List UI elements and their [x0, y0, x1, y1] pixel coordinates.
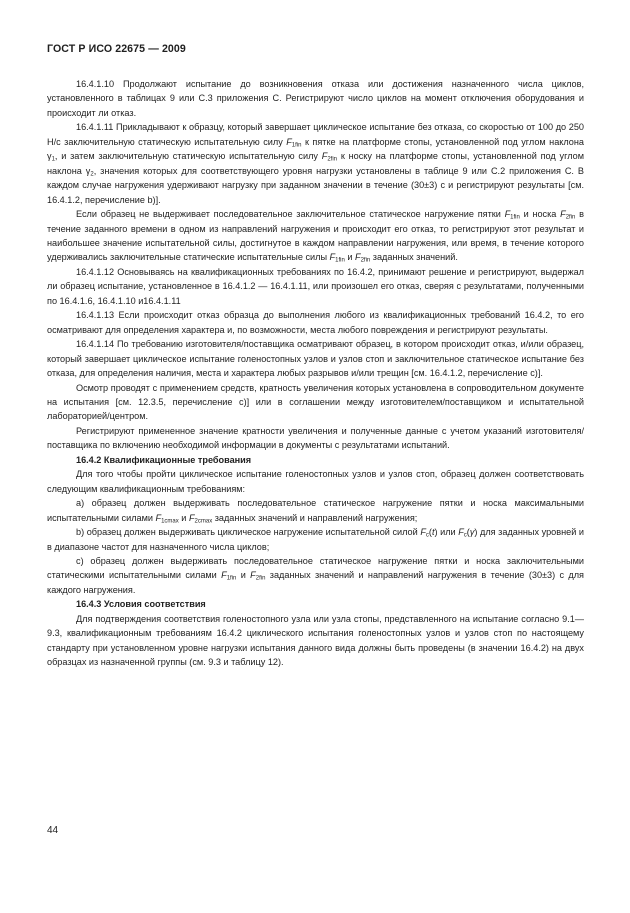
paragraph: Осмотр проводят с применением средств, кратность увеличения которых установлена в сопроводительном документе на испытания [см. 12.3.5, перечисление с)] или в соглашении между изготовителем/поставщиком и испытательной лабораторией/центром.: [47, 382, 584, 422]
paragraph: c) образец должен выдерживать последовательное статическое нагружение пятки и носка заключительными статическими испытательными силами $F_{1fin}$ и $F_{2fin}$ заданных значений и направлений нагружения в течение (30±3) с для каждого нагружения.: [47, 555, 584, 595]
paragraph: a) образец должен выдерживать последовательное статическое нагружение пятки и носка максимальными испытательными силами $F_{1cmax}$ и $F_{2cmax}$ заданных значений и направлений нагружения;: [47, 498, 584, 525]
paragraph: b) образец должен выдерживать циклическое нагружение испытательной силой $F_c(t)$ или $F_c(\gamma)$ для заданных уровней и в диапазоне частот для назначенного числа циклов;: [47, 527, 584, 552]
paragraph: 16.4.1.11 Прикладывают к образцу, который завершает циклическое испытание без отказа, со скоростью от 100 до 250 Н/с заключительную статическую испытательную силу $F_{1fin}$ к пятке на платформе стопы, установленной под углом наклона $\gamma_1$, и затем заключительную статическую испытательную силу $F_{2fin}$ к носку на платформе стопы, установленной под углом наклона $\gamma_2$, значения которых для соответствующего уровня нагрузки установлены в таблице 9 или С.2 приложения С. В каждом случае нагружения удерживают нагрузку при заданном значении в течение (30±3) с и регистрируют результаты [см. 16.4.1.2, перечисление b)].: [47, 122, 584, 205]
document-body: [47, 77, 584, 670]
paragraph: Для подтверждения соответствия голеностопного узла или узла стопы, представленного на испытание согласно 9.1—9.3, квалификационным требованиям 16.4.2 циклического испытания голеностопных узлов и узлов стоп по настоящему стандарту при установленном уровне нагрузки испытания данного вида должны быть проведены (в значении 16.4.2) на двух образцах из назначенной группы (см. 9.3 и таблицу 12).: [47, 613, 584, 668]
paragraph: Если образец не выдерживает последовательное заключительное статическое нагружение пятки $F_{1fin}$ и носка $F_{2fin}$ в течение заданного времени в одном из направлений нагружения и происходит его отказ, то регистрируют этот результат и наибольшее значение испытательной силы, достигнутое в каждом направлении нагружения, или время, в течение которого удерживались заключительные статические испытательные силы $F_{1fin}$ и $F_{2fin}$ заданных значений.: [47, 209, 584, 264]
paragraph: Регистрируют примененное значение кратности увеличения и полученные данные с учетом указаний изготовителя/поставщика по включению необходимой информации в документы с результатами испытаний.: [47, 425, 584, 451]
paragraph: 16.4.1.12 Основываясь на квалификационных требованиях по 16.4.2, принимают решение и регистрируют, выдержал ли образец испытание, установленное в 16.4.1.2 — 16.4.1.11, или произошел его отказ, сверяя с результатами, полученными по 16.4.1.6, 16.4.1.10 и16.4.1.11: [47, 266, 584, 306]
paragraph: 16.4.1.14 По требованию изготовителя/поставщика осматривают образец, в котором происходит отказ, и/или образец, который завершает циклическое испытание голеностопных узлов и узлов стоп и заключительное статическое испытание без отказа, для определения наличия, места и характера любых разрывов и/или трещин [см. 16.4.1.2, перечисление с)].: [47, 339, 584, 379]
paragraph: Для того чтобы пройти циклическое испытание голеностопных узлов и узлов стоп, образец должен соответствовать следующим квалификационным требованиям:: [47, 469, 584, 494]
document-header: ГОСТ Р ИСО 22675 — 2009: [47, 43, 186, 55]
section-heading: 16.4.3 Условия соответствия: [76, 599, 206, 610]
page-number: 44: [47, 825, 59, 836]
section-heading: 16.4.2 Квалификационные требования: [76, 454, 252, 465]
paragraph: 16.4.1.13 Если происходит отказ образца до выполнения любого из квалификационных требований 16.4.2, то его осматривают для определения характера и, по возможности, места любого повреждения и регистрируют результаты.: [47, 310, 584, 335]
paragraph: 16.4.1.10 Продолжают испытание до возникновения отказа или достижения назначенного числа циклов, установленного в таблицах 9 или С.3 приложения С. Регистрируют число циклов на момент отключения оборудования и происходит ли отказ.: [47, 79, 584, 118]
